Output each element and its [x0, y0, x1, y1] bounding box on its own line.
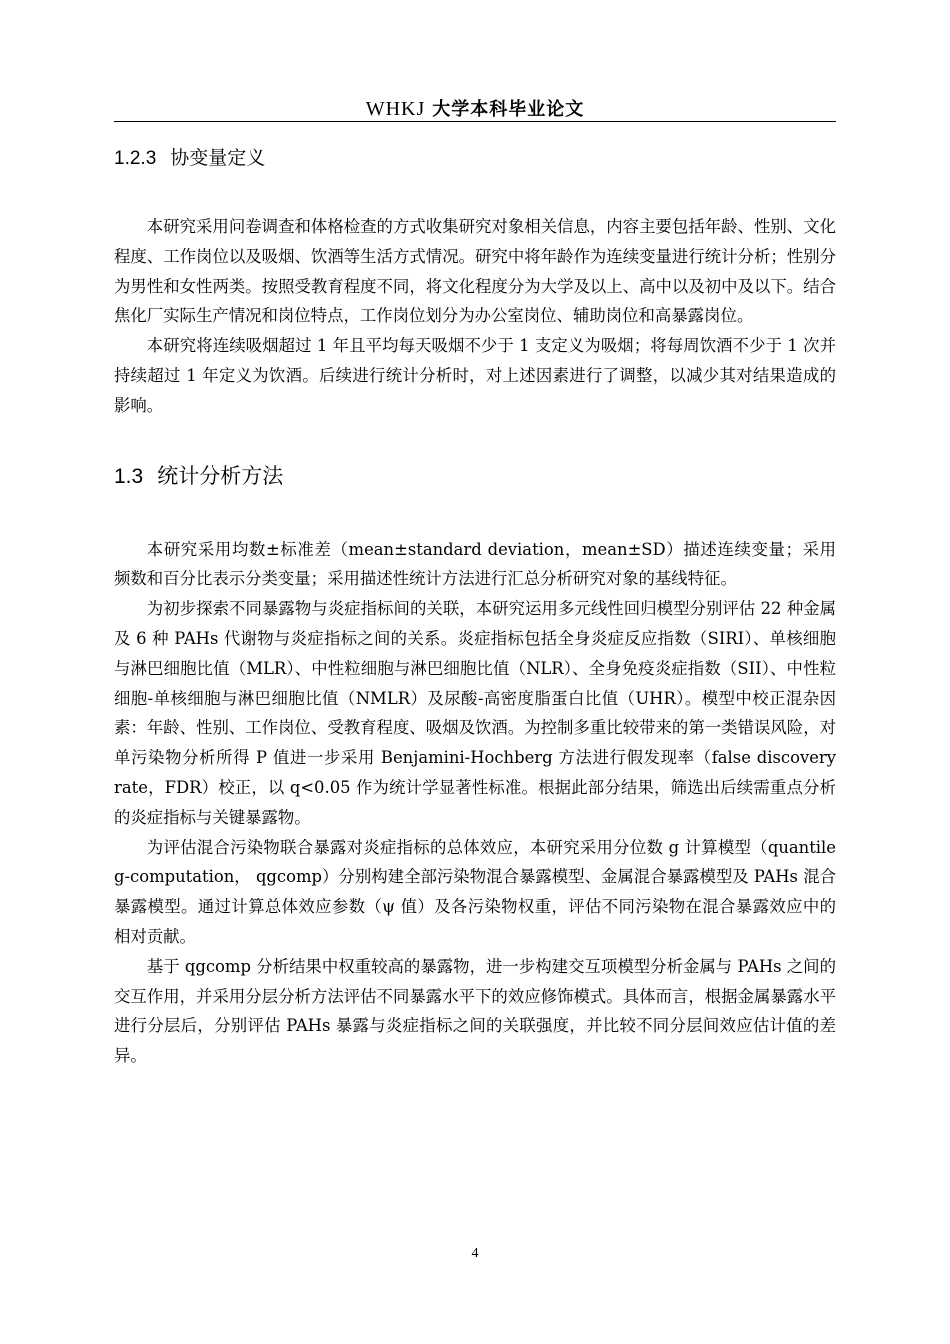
page-body	[114, 142, 836, 1071]
paragraph: 基于 qgcomp 分析结果中权重较高的暴露物，进一步构建交互项模型分析金属与 PAHs 之间的交互作用，并采用分层分析方法评估不同暴露水平下的效应修饰模式。具体而言，根据金属暴露水平进行分层后，分别评估 PAHs 暴露与炎症指标之间的关联强度，并比较不同分层间效应估计值的差异。	[114, 956, 836, 1066]
paragraph: 本研究将连续吸烟超过 1 年且平均每天吸烟不少于 1 支定义为吸烟；将每周饮酒不少于 1 次并持续超过 1 年定义为饮酒。后续进行统计分析时，对上述因素进行了调整，以减少其对结果造成的影响。	[114, 336, 836, 415]
header-rule	[114, 121, 836, 122]
section-heading-1-2-3	[114, 142, 836, 174]
paragraph: 为评估混合污染物联合暴露对炎症指标的总体效应，本研究采用分位数 g 计算模型（quantile g-computation， qgcomp）分别构建全部污染物混合暴露模型、金属混合暴露模型及 PAHs 混合暴露模型。通过计算总体效应参数（ψ 值）及各污染物权重，评估不同污染物在混合暴露效应中的相对贡献。	[114, 837, 836, 946]
paragraph: 为初步探索不同暴露物与炎症指标间的关联，本研究运用多元线性回归模型分别评估 22 种金属及 6 种 PAHs 代谢物与炎症指标之间的关系。炎症指标包括全身炎症反应指数（SIRI）、单核细胞与淋巴细胞比值（MLR）、中性粒细胞与淋巴细胞比值（NLR）、全身免疫炎症指数（SII）、中性粒细胞-单核细胞与淋巴细胞比值（NMLR）及尿酸-高密度脂蛋白比值（UHR）。模型中校正混杂因素：年龄、性别、工作岗位、受教育程度、吸烟及饮酒。为控制多重比较带来的第一类错误风险，对单污染物分析所得 P 值进一步采用 Benjamini-Hochberg 方法进行假发现率（false discovery rate，FDR）校正，以 q<0.05 作为统计学显著性标准。根据此部分结果，筛选出后续需重点分析的炎症指标与关键暴露物。	[114, 599, 836, 827]
section-heading-1-3	[114, 459, 836, 493]
section-number: 1.2.3	[114, 148, 157, 169]
paragraph: 本研究采用均数±标准差（mean±standard deviation，mean±SD）描述连续变量；采用频数和百分比表示分类变量；采用描述性统计方法进行汇总分析研究对象的基线特征。	[114, 539, 836, 589]
page-number: 4	[471, 1246, 479, 1261]
running-header	[114, 95, 836, 121]
section-title: 协变量定义	[170, 147, 266, 169]
paragraph: 本研究采用问卷调查和体格检查的方式收集研究对象相关信息，内容主要包括年龄、性别、文化程度、工作岗位以及吸烟、饮酒等生活方式情况。研究中将年龄作为连续变量进行统计分析；性别分为男性和女性两类。按照受教育程度不同，将文化程度分为大学及以上、高中以及初中及以下。结合焦化厂实际生产情况和岗位特点，工作岗位划分为办公室岗位、辅助岗位和高暴露岗位。	[114, 217, 836, 326]
header-title: 大学本科毕业论文	[432, 99, 585, 120]
section-number: 1.3	[114, 464, 144, 488]
section-title: 统计分析方法	[157, 463, 284, 488]
header-latin: WHKJ	[365, 98, 426, 120]
